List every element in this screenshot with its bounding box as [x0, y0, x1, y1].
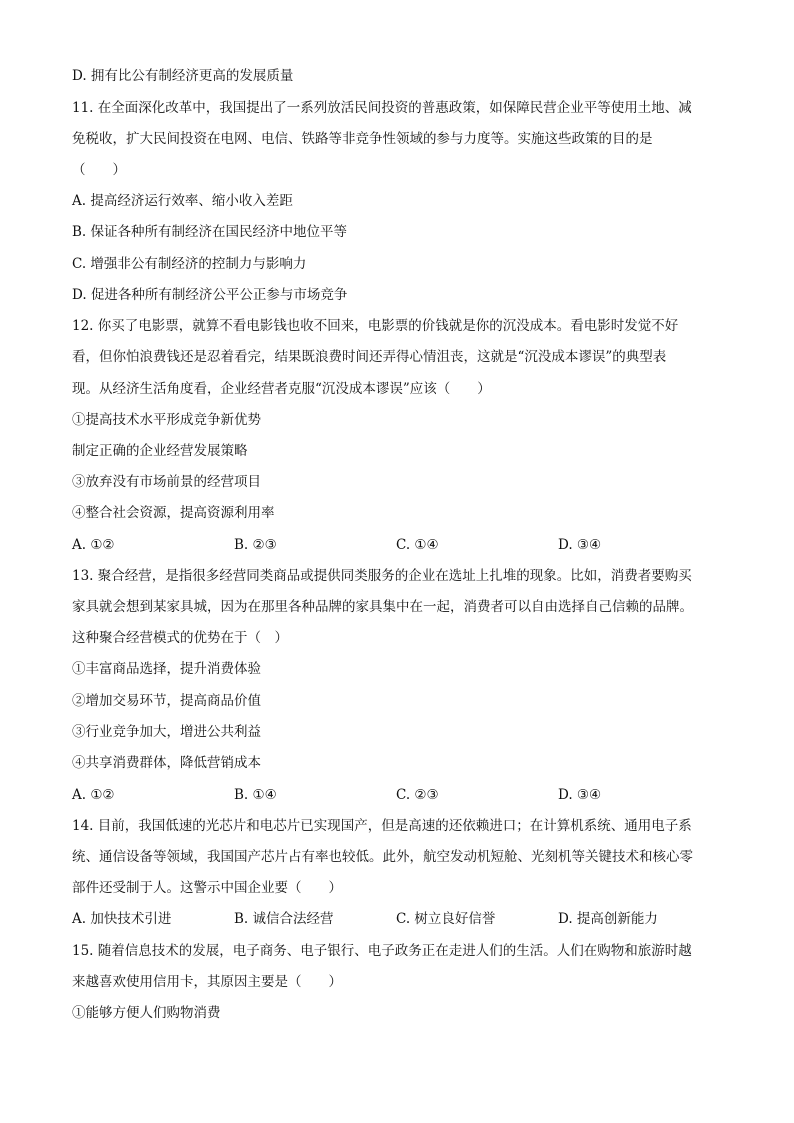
q14-stem-line-3: 部件还受制于人。这警示中国企业要（ ）: [72, 880, 342, 896]
q13-stem-line-2: 家具就会想到某家具城，因为在那里各种品牌的家具集中在一起，消费者可以自由选择自己信赖的品牌。: [72, 599, 693, 615]
q11-option-d: D. 促进各种所有制经济公平公正参与市场竞争: [72, 287, 348, 303]
q15-stem-line-2: 来越喜欢使用信用卡，其原因主要是（ ）: [72, 974, 342, 990]
q13-stem-line-1: 13. 聚合经营，是指很多经营同类商品或提供同类服务的企业在选址上扎堆的现象。比如，消费者要购买: [72, 568, 692, 584]
q12-option-a: A. ①②: [72, 537, 115, 553]
q12-option-c: C. ①④: [396, 537, 439, 553]
q12-stem-line-1: 12. 你买了电影票，就算不看电影钱也收不回来，电影票的价钱就是你的沉没成本。看电影时发觉不好: [72, 318, 679, 334]
q12-statement-2: 制定正确的企业经营发展策略: [72, 443, 248, 459]
q13-statement-2: ②增加交易环节，提高商品价值: [72, 693, 261, 709]
q14-option-b: B. 诚信合法经营: [234, 911, 334, 927]
q13-options: [72, 786, 732, 804]
q12-option-b: B. ②③: [234, 537, 277, 553]
q11-option-c: C. 增强非公有制经济的控制力与影响力: [72, 256, 307, 272]
q15-stem-line-1: 15. 随着信息技术的发展，电子商务、电子银行、电子政务正在走进人们的生活。人们在购物和旅游时越: [72, 943, 692, 959]
q14-option-d: D. 提高创新能力: [558, 911, 658, 927]
q14-options: [72, 910, 732, 928]
q12-stem-line-3: 现。从经济生活角度看，企业经营者克服“沉没成本谬误”应该（ ）: [72, 381, 491, 397]
q13-stem-line-3: 这种聚合经营模式的优势在于（ ）: [72, 630, 288, 646]
q11-stem-line-2: 免税收，扩大民间投资在电网、电信、铁路等非竞争性领域的参与力度等。实施这些政策的目的是: [72, 131, 653, 147]
q12-statement-4: ④整合社会资源，提高资源利用率: [72, 505, 275, 521]
q14-option-c: C. 树立良好信誉: [396, 911, 496, 927]
q11-answer-blank: （ ）: [72, 162, 126, 178]
q12-stem-line-2: 看，但你怕浪费钱还是忍着看完，结果既浪费时间还弄得心情沮丧，这就是“沉没成本谬误”的典型表: [72, 349, 667, 365]
q13-option-c: C. ②③: [396, 787, 439, 803]
q12-statement-1: ①提高技术水平形成竞争新优势: [72, 412, 261, 428]
q13-statement-4: ④共享消费群体，降低营销成本: [72, 755, 261, 771]
q12-options: [72, 536, 732, 554]
q13-statement-1: ①丰富商品选择，提升消费体验: [72, 661, 261, 677]
q13-option-a: A. ①②: [72, 787, 115, 803]
q14-option-a: A. 加快技术引进: [72, 911, 172, 927]
q13-option-d: D. ③④: [558, 787, 602, 803]
q12-option-d: D. ③④: [558, 537, 602, 553]
q12-statement-3: ③放弃没有市场前景的经营项目: [72, 474, 261, 490]
q10-option-d: D. 拥有比公有制经济更高的发展质量: [72, 68, 294, 84]
q13-option-b: B. ①④: [234, 787, 277, 803]
q11-option-b: B. 保证各种所有制经济在国民经济中地位平等: [72, 224, 348, 240]
q15-statement-1: ①能够方便人们购物消费: [72, 1005, 221, 1021]
q11-option-a: A. 提高经济运行效率、缩小收入差距: [72, 193, 293, 209]
q14-stem-line-1: 14. 目前，我国低速的光芯片和电芯片已实现国产，但是高速的还依赖进口；在计算机系统、通用电子系: [72, 818, 692, 834]
q13-statement-3: ③行业竞争加大，增进公共利益: [72, 724, 261, 740]
q14-stem-line-2: 统、通信设备等领域，我国国产芯片占有率也较低。此外，航空发动机短舱、光刻机等关键技术和核心零: [72, 849, 693, 865]
q11-stem-line-1: 11. 在全面深化改革中，我国提出了一系列放活民间投资的普惠政策，如保障民营企业平等使用土地、减: [72, 100, 692, 116]
